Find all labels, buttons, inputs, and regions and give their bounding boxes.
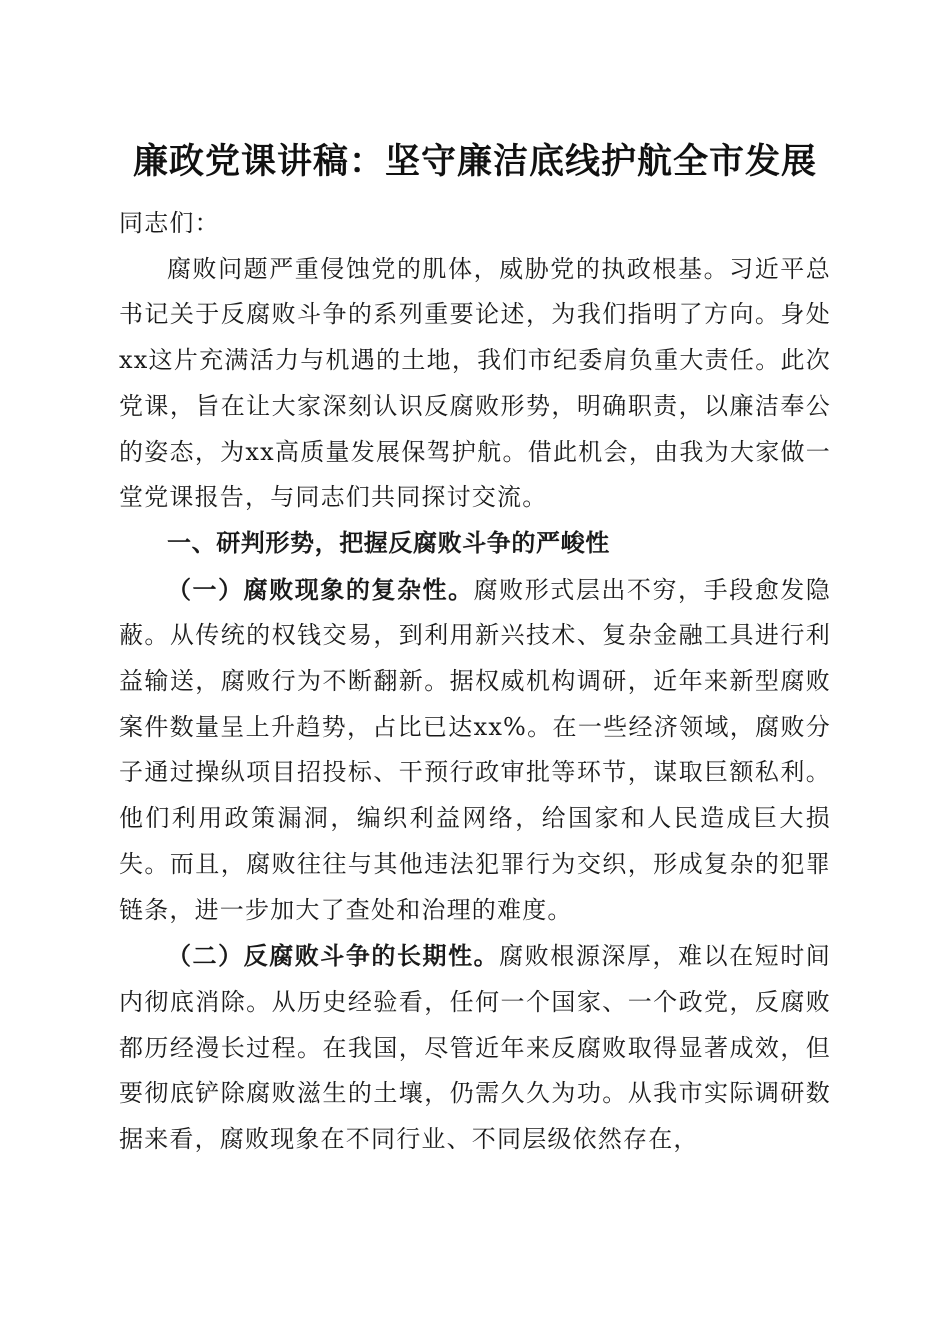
subsection-paragraph <box>119 933 831 1163</box>
subsection-lead: （二）反腐败斗争的长期性。 <box>167 941 500 971</box>
subsection-text: 腐败根源深厚，难以在短时间内彻底消除。从历史经验看，任何一个国家、一个政党，反腐败都历经漫长过程。在我国，尽管近年来反腐败取得显著成效，但要彻底铲除腐败滋生的土壤，仍需久久为功。从我市实际调研数据来看，腐败现象在不同行业、不同层级依然存在， <box>119 942 831 1154</box>
subsection-paragraph <box>119 567 831 934</box>
document-body <box>119 201 831 1163</box>
subsection-text: 腐败形式层出不穷，手段愈发隐蔽。从传统的权钱交易，到利用新兴技术、复杂金融工具进行利益输送，腐败行为不断翻新。据权威机构调研，近年来新型腐败案件数量呈上升趋势，占比已达xx%。在一些经济领域，腐败分子通过操纵项目招投标、干预行政审批等环节，谋取巨额私利。他们利用政策漏洞，编织利益网络，给国家和人民造成巨大损失。而且，腐败往往与其他违法犯罪行为交织，形成复杂的犯罪链条，进一步加大了查处和治理的难度。 <box>119 575 831 924</box>
subsection-lead: （一）腐败现象的复杂性。 <box>167 574 474 604</box>
intro-paragraph: 腐败问题严重侵蚀党的肌体，威胁党的执政根基。习近平总书记关于反腐败斗争的系列重要论述，为我们指明了方向。身处xx这片充满活力与机遇的土地，我们市纪委肩负重大责任。此次党课，旨在让大家深刻认识反腐败形势，明确职责，以廉洁奉公的姿态，为xx高质量发展保驾护航。借此机会，由我为大家做一堂党课报告，与同志们共同探讨交流。 <box>119 254 831 512</box>
section-heading: 一、研判形势，把握反腐败斗争的严峻性 <box>167 528 610 557</box>
document-title: 廉政党课讲稿：坚守廉洁底线护航全市发展 <box>132 141 817 182</box>
greeting: 同志们： <box>119 209 220 237</box>
